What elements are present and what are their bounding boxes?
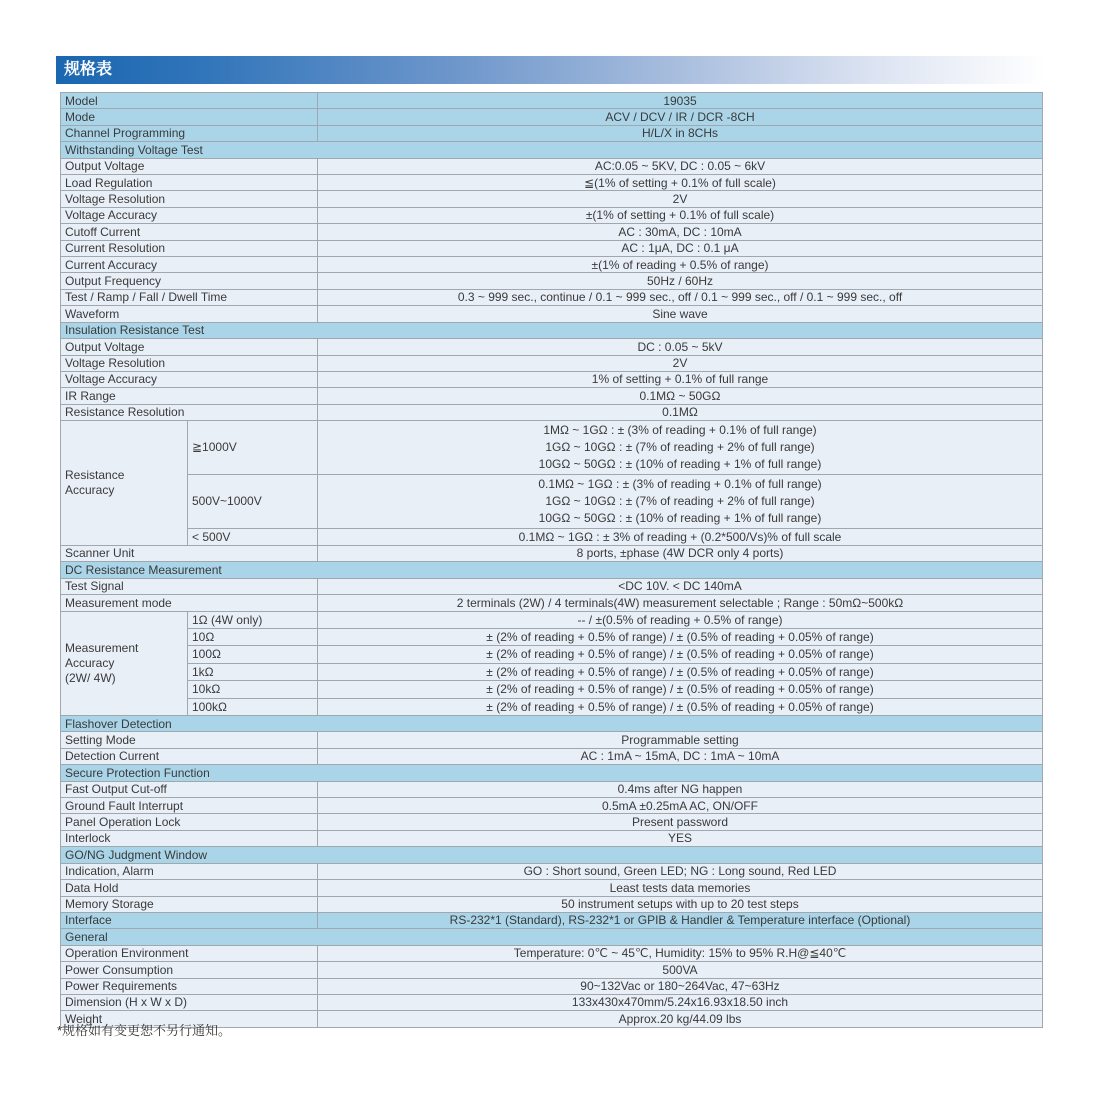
- table-row: [61, 191, 1043, 207]
- row-label: Fast Output Cut-off: [61, 781, 318, 797]
- table-row: [61, 994, 1043, 1010]
- group-value: [318, 663, 1043, 680]
- group-value: [318, 698, 1043, 715]
- row-label: Test / Ramp / Fall / Dwell Time: [61, 289, 318, 305]
- group-value: [318, 474, 1043, 528]
- row-label: Resistance Resolution: [61, 404, 318, 420]
- group-value: [318, 528, 1043, 545]
- table-group-row: [61, 629, 1043, 646]
- table-group-row: [61, 611, 1043, 628]
- row-value: DC : 0.05 ~ 5kV: [318, 339, 1043, 355]
- row-label: Voltage Accuracy: [61, 207, 318, 223]
- section-row: [61, 847, 1043, 863]
- table-row: [61, 125, 1043, 141]
- spec-table-body: [61, 93, 1043, 1028]
- row-value: Present password: [318, 814, 1043, 830]
- group-value-line: 10GΩ ~ 50GΩ : ± (10% of reading + 1% of full range): [538, 456, 822, 471]
- table-row: [61, 339, 1043, 355]
- row-value: 133x430x470mm/5.24x16.93x18.50 inch: [318, 994, 1043, 1010]
- row-label: Current Accuracy: [61, 257, 318, 273]
- row-label: Voltage Resolution: [61, 355, 318, 371]
- row-label: Power Requirements: [61, 978, 318, 994]
- row-value: Approx.20 kg/44.09 lbs: [318, 1011, 1043, 1027]
- row-label: IR Range: [61, 388, 318, 404]
- group-value: [318, 611, 1043, 628]
- row-label: Weight: [61, 1011, 318, 1027]
- row-value: <DC 10V. < DC 140mA: [318, 578, 1043, 594]
- row-value: H/L/X in 8CHs: [318, 125, 1043, 141]
- row-value: 500VA: [318, 962, 1043, 978]
- section-row: [61, 716, 1043, 732]
- table-group-row: [61, 698, 1043, 715]
- group-value-line: ± (2% of reading + 0.5% of range) / ± (0.5% of reading + 0.05% of range): [486, 664, 874, 679]
- table-row: [61, 175, 1043, 191]
- group-sublabel: 500V~1000V: [188, 474, 318, 528]
- row-value: AC : 1μA, DC : 0.1 μA: [318, 240, 1043, 256]
- group-value: [318, 629, 1043, 646]
- group-sublabel: 1Ω (4W only): [188, 611, 318, 628]
- table-row: [61, 289, 1043, 305]
- row-value: AC : 30mA, DC : 10mA: [318, 224, 1043, 240]
- row-label: Test Signal: [61, 578, 318, 594]
- row-value: 50Hz / 60Hz: [318, 273, 1043, 289]
- table-row: [61, 388, 1043, 404]
- table-group-row: [61, 421, 1043, 475]
- group-value-line: ± (2% of reading + 0.5% of range) / ± (0.5% of reading + 0.05% of range): [486, 647, 874, 662]
- group-sublabel: 100Ω: [188, 646, 318, 663]
- row-label: Interface: [61, 912, 318, 928]
- group-sublabel: 1kΩ: [188, 663, 318, 680]
- row-label: Load Regulation: [61, 175, 318, 191]
- table-row: [61, 830, 1043, 846]
- row-label: Output Voltage: [61, 158, 318, 174]
- row-label: Voltage Resolution: [61, 191, 318, 207]
- table-row: [61, 273, 1043, 289]
- row-value: 2 terminals (2W) / 4 terminals(4W) measurement selectable ; Range : 50mΩ~500kΩ: [318, 595, 1043, 611]
- table-group-row: [61, 528, 1043, 545]
- row-value: 90~132Vac or 180~264Vac, 47~63Hz: [318, 978, 1043, 994]
- row-value: 0.1MΩ: [318, 404, 1043, 420]
- group-value: [318, 421, 1043, 475]
- page-title: 规格表: [64, 61, 113, 78]
- row-value: ACV / DCV / IR / DCR -8CH: [318, 109, 1043, 125]
- table-row: [61, 545, 1043, 561]
- table-row: [61, 912, 1043, 928]
- row-label: Model: [61, 93, 318, 109]
- title-bar: [56, 56, 1046, 84]
- group-value-line: ± (2% of reading + 0.5% of range) / ± (0.5% of reading + 0.05% of range): [486, 682, 874, 697]
- table-row: [61, 978, 1043, 994]
- row-label: Dimension (H x W x D): [61, 994, 318, 1010]
- table-group-row: [61, 681, 1043, 698]
- section-row: [61, 562, 1043, 578]
- table-row: [61, 355, 1043, 371]
- section-header: Withstanding Voltage Test: [61, 142, 1043, 158]
- group-value-line: 10GΩ ~ 50GΩ : ± (10% of reading + 1% of full range): [538, 510, 822, 525]
- row-label: Scanner Unit: [61, 545, 318, 561]
- section-header: DC Resistance Measurement: [61, 562, 1043, 578]
- group-value: [318, 681, 1043, 698]
- group-label-line: Resistance: [65, 468, 125, 483]
- table-row: [61, 306, 1043, 322]
- row-label: Ground Fault Interrupt: [61, 798, 318, 814]
- footnote: *规格如有变更恕不另行通知。: [57, 1023, 232, 1038]
- row-label: Output Voltage: [61, 339, 318, 355]
- row-label: Memory Storage: [61, 896, 318, 912]
- table-row: [61, 578, 1043, 594]
- table-row: [61, 781, 1043, 797]
- group-value-line: 0.1MΩ ~ 1GΩ : ± 3% of reading + (0.2*500/Vs)% of full scale: [518, 529, 842, 544]
- group-sublabel: ≧1000V: [188, 421, 318, 475]
- row-label: Output Frequency: [61, 273, 318, 289]
- row-label: Measurement mode: [61, 595, 318, 611]
- row-value: Temperature: 0℃ ~ 45℃, Humidity: 15% to 95% R.H@≦40℃: [318, 945, 1043, 961]
- table-group-row: [61, 474, 1043, 528]
- row-value: Least tests data memories: [318, 880, 1043, 896]
- row-value: ≦(1% of setting + 0.1% of full scale): [318, 175, 1043, 191]
- table-row: [61, 257, 1043, 273]
- table-row: [61, 158, 1043, 174]
- row-label: Setting Mode: [61, 732, 318, 748]
- row-value: AC:0.05 ~ 5KV, DC : 0.05 ~ 6kV: [318, 158, 1043, 174]
- section-header: Insulation Resistance Test: [61, 322, 1043, 338]
- row-value: RS-232*1 (Standard), RS-232*1 or GPIB & Handler & Temperature interface (Optional): [318, 912, 1043, 928]
- row-label: Operation Environment: [61, 945, 318, 961]
- group-value-line: 1GΩ ~ 10GΩ : ± (7% of reading + 2% of full range): [545, 493, 815, 508]
- row-label: Power Consumption: [61, 962, 318, 978]
- section-header: Flashover Detection: [61, 716, 1043, 732]
- table-row: [61, 814, 1043, 830]
- row-value: 19035: [318, 93, 1043, 109]
- row-label: Interlock: [61, 830, 318, 846]
- row-value: 0.1MΩ ~ 50GΩ: [318, 388, 1043, 404]
- table-row: [61, 595, 1043, 611]
- row-label: Cutoff Current: [61, 224, 318, 240]
- row-label: Detection Current: [61, 748, 318, 764]
- table-row: [61, 896, 1043, 912]
- spec-table: [60, 92, 1043, 1028]
- row-label: Current Resolution: [61, 240, 318, 256]
- row-value: 8 ports, ±phase (4W DCR only 4 ports): [318, 545, 1043, 561]
- row-label: Indication, Alarm: [61, 863, 318, 879]
- row-value: 0.4ms after NG happen: [318, 781, 1043, 797]
- group-label-line: Measurement: [65, 640, 139, 655]
- row-label: Voltage Accuracy: [61, 371, 318, 387]
- row-label: Panel Operation Lock: [61, 814, 318, 830]
- row-value: Sine wave: [318, 306, 1043, 322]
- table-row: [61, 962, 1043, 978]
- group-value-line: -- / ±(0.5% of reading + 0.5% of range): [577, 612, 783, 627]
- table-row: [61, 732, 1043, 748]
- row-value: 2V: [318, 191, 1043, 207]
- row-value: 0.3 ~ 999 sec., continue / 0.1 ~ 999 sec., off / 0.1 ~ 999 sec., off / 0.1 ~ 999 sec., off: [318, 289, 1043, 305]
- group-value-line: 1MΩ ~ 1GΩ : ± (3% of reading + 0.1% of full range): [543, 423, 817, 438]
- section-row: [61, 142, 1043, 158]
- section-header: Secure Protection Function: [61, 765, 1043, 781]
- section-header: GO/NG Judgment Window: [61, 847, 1043, 863]
- row-value: AC : 1mA ~ 15mA, DC : 1mA ~ 10mA: [318, 748, 1043, 764]
- group-sublabel: 100kΩ: [188, 698, 318, 715]
- group-value-line: 0.1MΩ ~ 1GΩ : ± (3% of reading + 0.1% of full range): [538, 476, 822, 491]
- table-row: [61, 880, 1043, 896]
- group-sublabel: < 500V: [188, 528, 318, 545]
- group-label-line: (2W/ 4W): [65, 670, 116, 685]
- table-row: [61, 748, 1043, 764]
- group-label: [61, 421, 188, 546]
- table-row: [61, 109, 1043, 125]
- row-value: Programmable setting: [318, 732, 1043, 748]
- section-row: [61, 765, 1043, 781]
- group-value-line: 1GΩ ~ 10GΩ : ± (7% of reading + 2% of full range): [545, 440, 815, 455]
- row-value: 2V: [318, 355, 1043, 371]
- section-row: [61, 322, 1043, 338]
- section-header: General: [61, 929, 1043, 945]
- row-value: 1% of setting + 0.1% of full range: [318, 371, 1043, 387]
- table-row: [61, 93, 1043, 109]
- group-value-line: ± (2% of reading + 0.5% of range) / ± (0.5% of reading + 0.05% of range): [486, 699, 874, 714]
- section-row: [61, 929, 1043, 945]
- table-row: [61, 240, 1043, 256]
- row-value: 50 instrument setups with up to 20 test steps: [318, 896, 1043, 912]
- group-label-line: Accuracy: [65, 483, 115, 498]
- row-value: YES: [318, 830, 1043, 846]
- group-label-line: Accuracy: [65, 655, 115, 670]
- row-label: Mode: [61, 109, 318, 125]
- row-value: GO : Short sound, Green LED; NG : Long sound, Red LED: [318, 863, 1043, 879]
- row-value: ±(1% of reading + 0.5% of range): [318, 257, 1043, 273]
- group-sublabel: 10kΩ: [188, 681, 318, 698]
- table-row: [61, 863, 1043, 879]
- row-label: Data Hold: [61, 880, 318, 896]
- table-row: [61, 224, 1043, 240]
- group-label: [61, 611, 188, 715]
- row-value: 0.5mA ±0.25mA AC, ON/OFF: [318, 798, 1043, 814]
- group-value: [318, 646, 1043, 663]
- row-value: ±(1% of setting + 0.1% of full scale): [318, 207, 1043, 223]
- table-row: [61, 945, 1043, 961]
- table-row: [61, 371, 1043, 387]
- table-group-row: [61, 646, 1043, 663]
- table-row: [61, 207, 1043, 223]
- table-row: [61, 404, 1043, 420]
- table-group-row: [61, 663, 1043, 680]
- row-label: Waveform: [61, 306, 318, 322]
- group-sublabel: 10Ω: [188, 629, 318, 646]
- table-row: [61, 798, 1043, 814]
- row-label: Channel Programming: [61, 125, 318, 141]
- group-value-line: ± (2% of reading + 0.5% of range) / ± (0.5% of reading + 0.05% of range): [486, 630, 874, 644]
